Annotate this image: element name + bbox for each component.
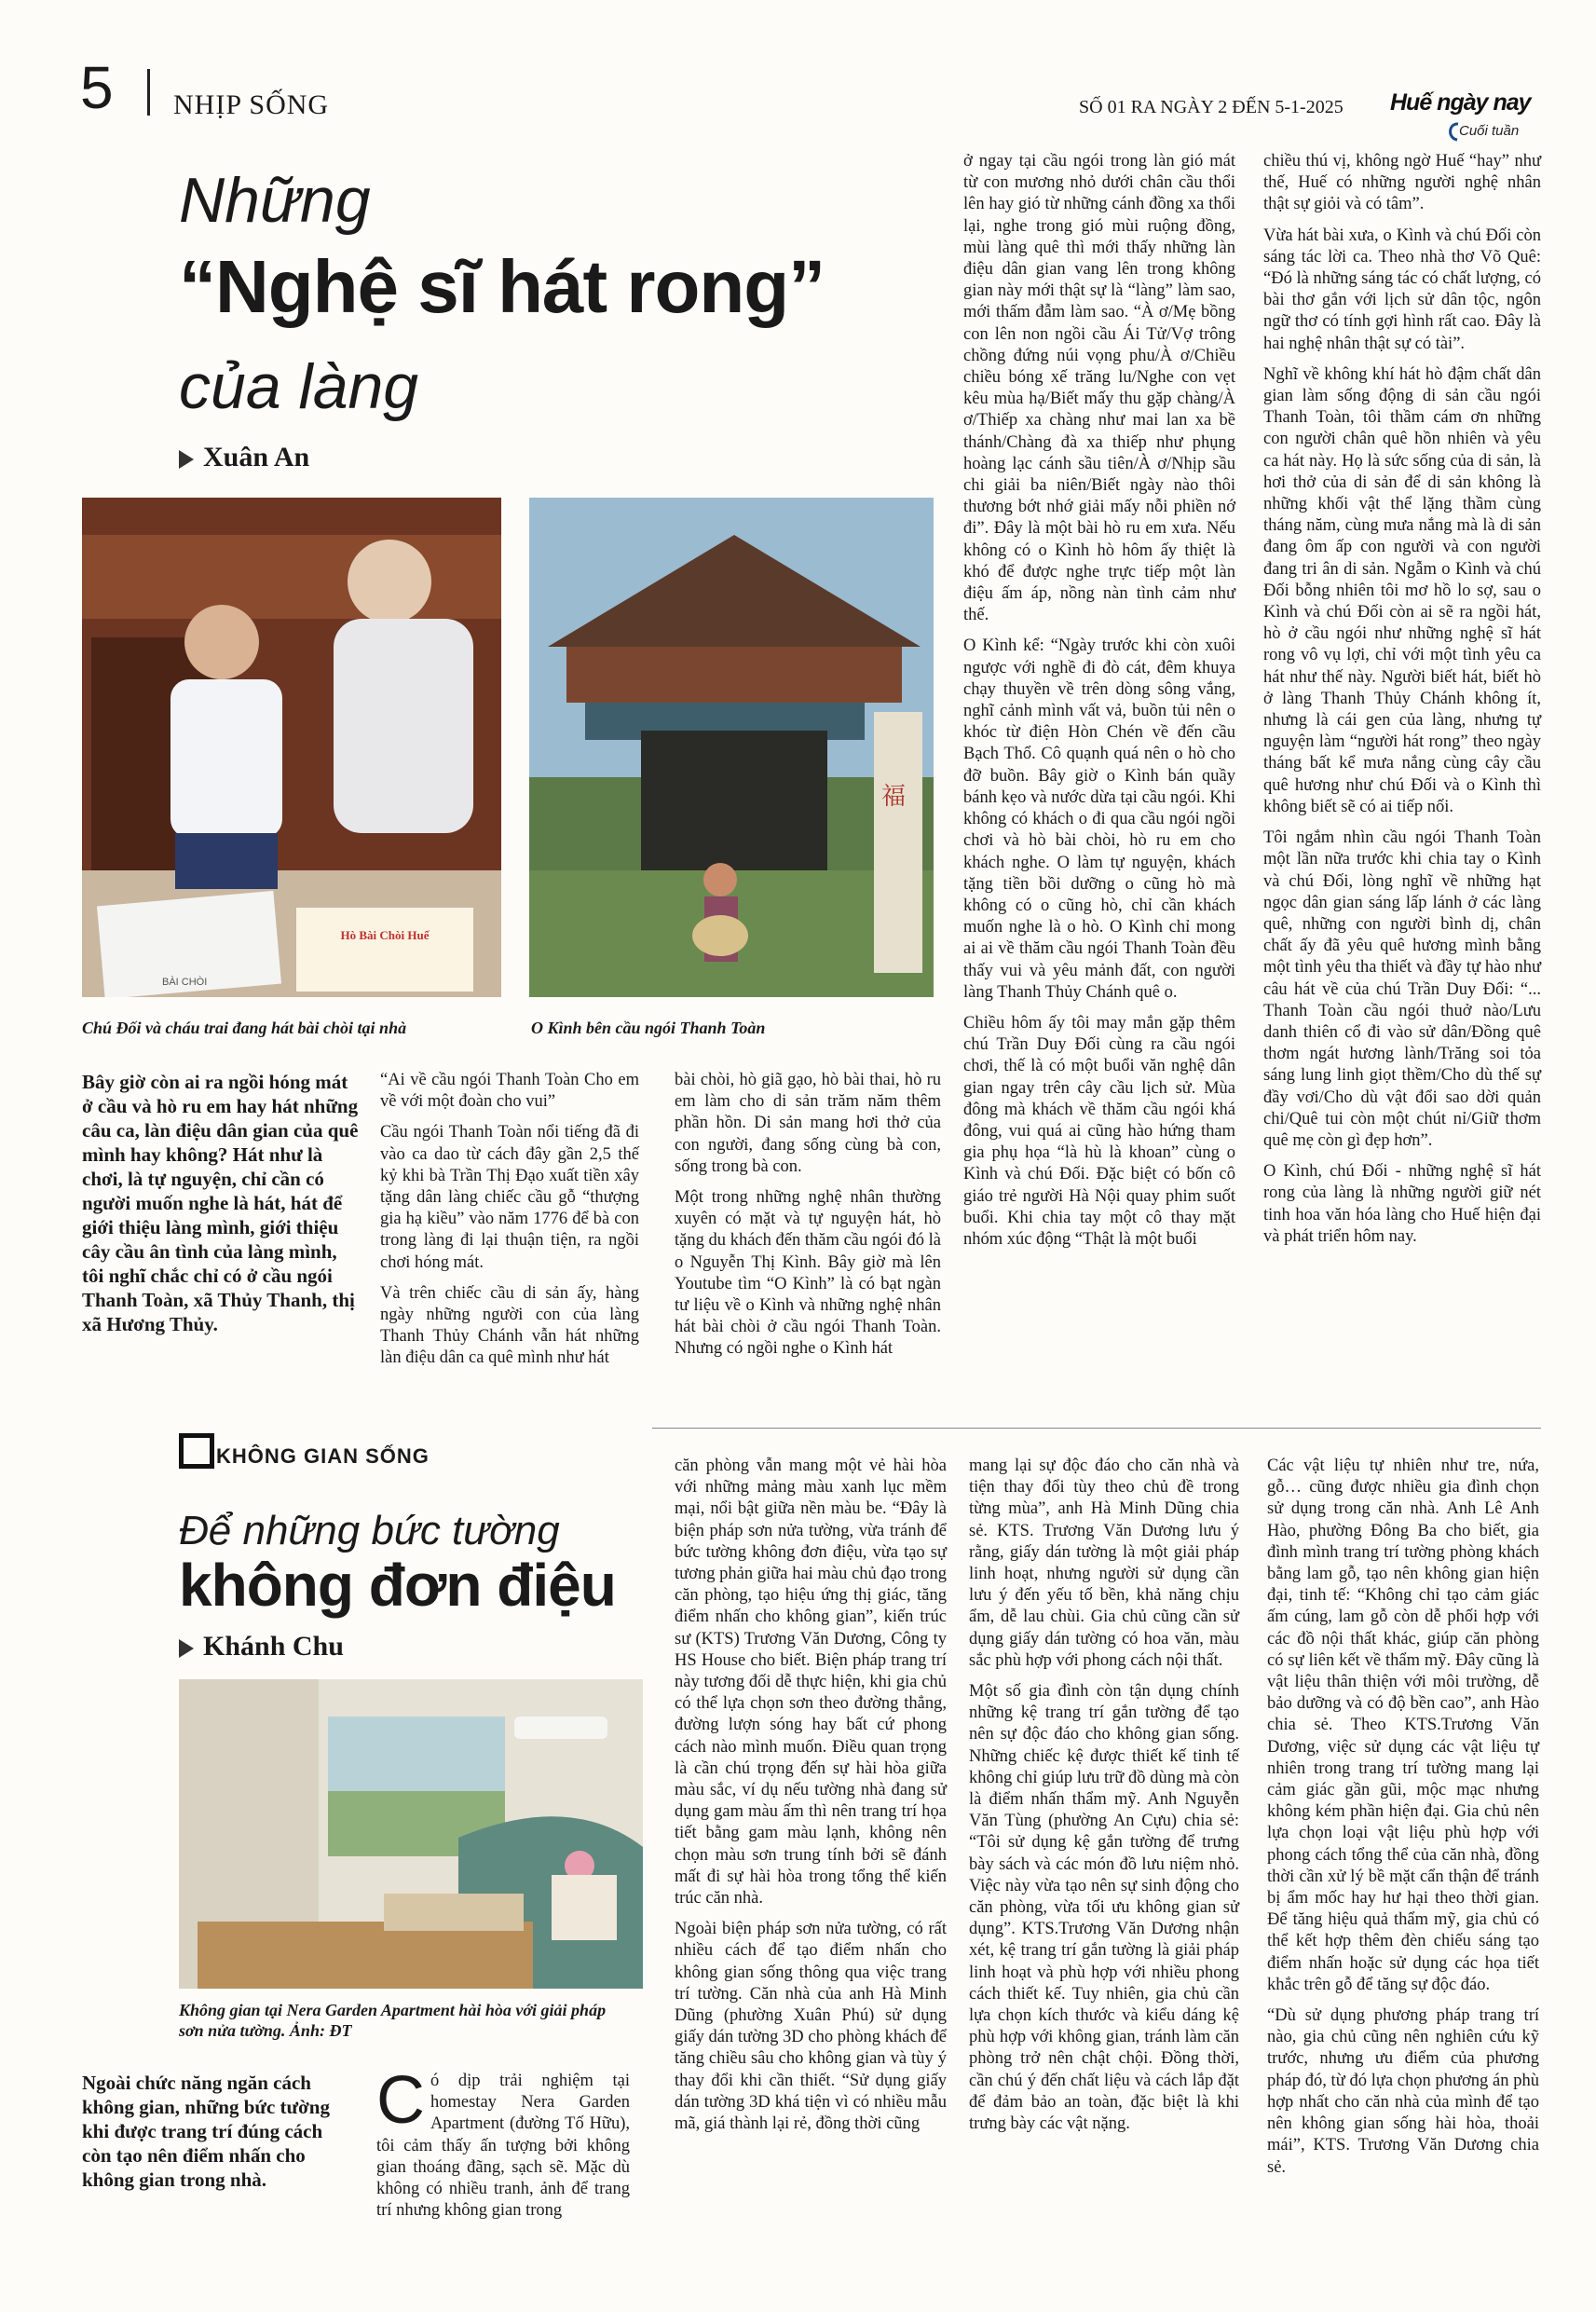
article1-colc-para: Một trong những nghệ nhân thường xuyên có mặt và tự nguyện hát, hò tặng du khách đến thăm cầu ngói đó là o Nguyễn Thị Kình. Bây giờ mà lên Youtube tìm “O Kình” là có bạt ngàn tư liệu về o Kình và những nghệ nhân hát bài chòi ở cầu ngói Thanh Toàn. Nhưng có ngồi nghe o Kình hát <box>675 1188 941 1359</box>
article1-colb-para: “Ai về cầu ngói Thanh Toàn Cho em về với một đoàn cho vui” <box>380 1071 639 1112</box>
page-number: 5 <box>80 54 114 121</box>
article2-column-d <box>969 1456 1239 2144</box>
article1-photo1-caption: Chú Đối và cháu trai đang hát bài chòi tại nhà <box>82 1019 407 1037</box>
byline-arrow-icon <box>179 450 194 469</box>
article1-cole-para: chiều thú vị, không ngờ Huế “hay” như thế, Huế có những người nghệ nhân thật sự giỏi và có tâm”. <box>1263 152 1541 214</box>
article1-colb-para: Cầu ngói Thanh Toàn nổi tiếng đã đi vào ca dao từ cách đây gần 2,5 thế kỷ khi bà Trần Thị Đạo xuất tiền xây tặng dân làng chiếc cầu gỗ “thượng gia hạ kiều” vào năm 1776 để bà con trong làng đi lại thuận tiện, ra ngồi chơi hóng mát. <box>380 1123 639 1272</box>
issue-date: SỐ 01 RA NGÀY 2 ĐẾN 5-1-2025 <box>1079 97 1344 117</box>
article1-photo1 <box>82 498 501 997</box>
article1-title-line2: “Nghệ sĩ hát rong” <box>179 245 825 328</box>
article1-lead: Bây giờ còn ai ra ngồi hóng mát ở cầu và hò ru em hay hát những câu ca, làn điệu dân gian của quê mình hay không? Hát như là chơi, là tự nguyện, chỉ cần có người muốn nghe là hát, hát để giới thiệu làng mình, giới thiệu cây cầu ân tình của làng mình, tôi nghĩ chắc chỉ có ở cầu ngói Thanh Toàn, xã Thủy Thanh, thị xã Hương Thủy. <box>82 1071 359 1335</box>
brand-main: Huế ngày nay <box>1390 89 1531 116</box>
article1-cold-para: O Kình kể: “Ngày trước khi còn xuôi ngược với nghề đi đò cát, đêm khuya chạy thuyền về trên dòng sông vắng, nghĩ cảnh mình vất vả, buồn tủi nên o khóc từ điện Hòn Chén về đến cầu Bạch Thổ. Cô quạnh quá nên o hò cho đỡ buồn. Bây giờ o Kình bán quầy bánh kẹo và nước dừa tại cầu ngói. Khi không có khách o đi qua cầu ngói ngồi chơi và hò bài chòi, hò ru em cho khách nghe. O làm tự nguyện, khách tặng tiền bồi dưỡng o cũng hò mà không có o cũng hò, chỉ cần khách muốn nghe là o hò. O Kình chỉ mong ai ai về thăm cầu ngói Thanh Toàn đều thấy vui và yêu mảnh đất, con người làng Thanh Thủy Chánh quê o. <box>963 636 1235 1002</box>
article2-column-e <box>1267 1456 1539 2188</box>
article2-cold-para: Một số gia đình còn tận dụng chính những kệ trang trí gắn tường để tạo nên sự độc đáo cho không gian sống. Những chiếc kệ được thiết kế tinh tế không chỉ giúp lưu trữ đồ dùng mà còn là điểm nhấn thẩm mỹ. Anh Nguyễn Văn Tùng (phường An Cựu) chia sẻ: “Tôi sử dụng kệ gắn tường để trưng bày sách và các món đồ lưu niệm nhỏ. Việc này vừa tạo nên sự sinh động cho căn phòng, vừa tối ưu không gian sử dụng”. KTS.Trương Văn Dương nhận xét, kệ trang trí gắn tường là giải pháp linh hoạt và phù hợp với nhiều phong cách thiết kế. Tuy nhiên, gia chủ cần lựa chọn kích thước và kiểu dáng kệ phù hợp với không gian, tránh làm căn phòng trở nên chật chội. Đồng thời, cần chú ý đến chất liệu và cách lắp đặt để đảm bảo an toàn, đặc biệt là khi trưng bày các vật nặng. <box>969 1682 1239 2134</box>
photo1-book-label-1: BÀI CHÒI <box>162 977 208 988</box>
article1-title-line3: của làng <box>179 351 419 422</box>
article2-photo-caption: Không gian tại Nera Garden Apartment hài hòa với giải pháp sơn nửa tường. Ảnh: ĐT <box>179 2001 607 2040</box>
article1-byline <box>179 442 309 473</box>
article2-colb-text: ó dịp trải nghiệm tại homestay Nera Garden Apartment (đường Tố Hữu), tôi cảm thấy ấn tượng bởi không gian thoáng đãng, sạch sẽ. Mặc dù không có nhiều tranh, ảnh để trang trí nhưng không gian trong <box>376 2072 630 2221</box>
section-title: NHỊP SỐNG <box>173 89 330 120</box>
article2-cold-para: mang lại sự độc đáo cho căn nhà và tiện thay đổi tùy theo chủ đề trong từng mùa”, anh Hà Minh Dũng chia sẻ. KTS. Trương Văn Dương lưu ý rằng, giấy dán tường là một giải pháp linh hoạt, nhưng người sử dụng cần lưu ý đến yếu tố bền, khả năng chịu ẩm, dễ lau chùi. Gia chủ cũng cần sử dụng giấy dán tường có hoa văn, màu sắc phù hợp với phong cách nội thất. <box>969 1457 1239 1670</box>
article2-colc-para: Ngoài biện pháp sơn nửa tường, có rất nhiều cách để tạo điểm nhấn cho không gian sống thông qua việc trang trí tường. Căn nhà của anh Hà Minh Dũng (phường Xuân Phú) sử dụng giấy dán tường 3D cho phòng khách để tăng chiều sâu cho không gian và tùy ý thay đổi khi cần thiết. “Sử dụng giấy dán tường 3D khá tiện vì có nhiều mẫu mã, giá thành lại rẻ, đồng thời cũng <box>675 1920 947 2134</box>
article2-cole-para: “Dù sử dụng phương pháp trang trí nào, gia chủ cũng nên nghiên cứu kỹ trước, nhưng ưu điểm của phương pháp đó, từ đó lựa chọn phương án phù hợp nhất cho căn nhà của mình để tạo nên không gian sống hài hòa, thoải mái”, KTS. Trương Văn Dương chia sẻ. <box>1267 2006 1539 2177</box>
article1-author: Xuân An <box>203 442 310 472</box>
article1-cole-para: O Kình, chú Đối - những nghệ sĩ hát rong của làng là những người giữ nét tinh hoa văn hóa làng cho Huế hiện đại và phát triển hôm nay. <box>1263 1162 1541 1246</box>
article1-cold-para: Chiều hôm ấy tôi may mắn gặp thêm chú Trần Duy Đối cùng ra cầu ngói chơi, thế là có một buổi văn nghệ dân gian ngay trên cây cầu lịch sử. Mùa đông mà khách về thăm cầu ngói khá đông, vui quá ai cũng hào hứng tham gia phụ họa “là hù là khoan” cùng o Kình và chú Đối. Đặc biệt có bốn cô giáo trẻ người Hà Nội quay phim suốt buổi. Khi chia tay một cô thay mặt nhóm xúc động “Thật là một buổi <box>963 1013 1235 1249</box>
article2-colc-para: căn phòng vẫn mang một vẻ hài hòa với những mảng màu xanh lục mềm mại, nổi bật giữa nền màu be. “Đây là biện pháp sơn nửa tường, vừa tránh để bức tường không đơn điệu, vừa tạo sự tương phản giữa hai màu chủ đạo trong căn phòng, tạo hiệu ứng thị giác, tăng điểm nhấn cho không gian”, kiến trúc sư (KTS) Trương Văn Dương, Công ty HS House cho biết. Biện pháp trang trí này tương đối dễ thực hiện, khi gia chủ có thể lựa chọn sơn theo đường thẳng, đường lượn sóng hay bất cứ phong cách nào mình muốn. Điều quan trọng là cần chú trọng đến sự hài hòa giữa màu sắc, ví dụ nếu tường nhà đang sử dụng gam màu ấm thì nên trang trí họa tiết bằng gam màu lạnh, không nên chọn màu sơn trung tính bởi sẽ đánh mất đi sự hài hòa trong tổng thể kiến trúc căn nhà. <box>675 1457 947 1908</box>
article2-byline <box>179 1631 344 1662</box>
article2-column-c <box>675 1456 947 2144</box>
article2-photo-illustration <box>179 1679 643 1989</box>
photo1-illustration <box>82 498 501 997</box>
article2-cole-para: Các vật liệu tự nhiên như tre, nứa, gỗ… cũng được nhiều gia đình chọn sử dụng trong căn nhà. Anh Lê Anh Hào, phường Đông Ba cho biết, gia đình mình trang trí tường phòng khách bằng lam gỗ, tạo nên không gian hiện đại, tinh tế: “Không chỉ tạo cảm giác ấm cúng, lam gỗ còn dễ phối hợp với các đồ nội thất khác, giúp căn phòng có sự liên kết về thẩm mỹ. Đây cũng là vật liệu thân thiện với môi trường, dễ bảo dưỡng và có độ bền cao”, anh Hào chia sẻ. Theo KTS.Trương Văn Dương, việc sử dụng các vật liệu tự nhiên trong trang trí tường mang lại cảm giác gần gũi, mộc mạc nhưng không kém phần hiện đại. Gia chủ nên lựa chọn loại vật liệu phù hợp với phong cách tổng thể của căn nhà, đồng thời cần xử lý bề mặt cẩn thận để tránh bị ẩm mốc hay hư hại theo thời gian. Để tăng hiệu quả thẩm mỹ, gia chủ có thể kết hợp thêm đèn chiếu sáng tạo điểm nhấn hoặc sử dụng các họa tiết khắc trên gỗ để tăng sự độc đáo. <box>1267 1457 1539 1994</box>
article2-lead: Ngoài chức năng ngăn cách không gian, những bức tường khi được trang trí đúng cách còn tạo nên điểm nhấn cho không gian trong nhà. <box>82 2072 330 2191</box>
brand-swirl-icon <box>1446 121 1461 142</box>
header-divider <box>147 69 150 116</box>
article1-column-d <box>963 151 1235 1260</box>
article1-colc-para: bài chòi, hò giã gạo, hò bài thai, hò ru em làm cho di sản trăm năm thêm phần hồn. Di sản mang hơi thở của con người, đang sống cùng bà con, sống trong bà con. <box>675 1071 941 1176</box>
article1-photo2 <box>529 498 934 997</box>
section-separator <box>652 1428 1541 1429</box>
article2-column-b <box>376 2063 630 2231</box>
article2-author: Khánh Chu <box>203 1631 344 1662</box>
article1-cole-para: Vừa hát bài xưa, o Kình và chú Đối còn sáng tác lời ca. Theo nhà thơ Võ Quê: “Đó là những sáng tác có chất lượng, có bài thơ gắn với lịch sử dân tộc, ngôn ngữ thơ có tính gợi hình rất cao. Đây là hai nghệ nhân thật sự có tài”. <box>1263 226 1541 353</box>
article1-title-line1: Những <box>179 165 371 236</box>
article2-dropcap: C <box>376 2063 425 2138</box>
photo1-book-label-2: Hò Bài Chòi Huế <box>340 928 430 942</box>
article1-photo2-caption: O Kình bên cầu ngói Thanh Toàn <box>531 1019 766 1037</box>
article1-column-b <box>380 1070 639 1379</box>
brand-logo <box>1390 89 1539 155</box>
article2-section-label: KHÔNG GIAN SỐNG <box>216 1444 430 1468</box>
photo2-sign-label: 福 <box>881 783 907 810</box>
article1-cole-para: Nghĩ về không khí hát hò đậm chất dân gian làm sống động di sản cầu ngói Thanh Toàn, tôi thầm cám ơn những con người chân quê hồn nhiên và yêu ca hát này. Họ là sức sống của di sản, là hơi thở của di sản để di sản không là những khối vật thể lặng thầm cùng tháng năm, cùng mưa nắng mà là di sản đang ôm ấp con người và con người đang tri ân di sản. Ngẫm o Kình và chú Đối bỗng nhiên tôi mơ hồ lo sợ, sau o Kình và chú Đối còn ai sẽ ra ngồi hát, hò ở cầu ngói như những nghệ sĩ hát rong vô vụ lợi, chỉ với một tình yêu ca hát như thế này. Người biết hát, biết hò ở làng Thanh Thủy Chánh không ít, nhưng là cái gen của làng, nhưng tự nguyện làm “người hát rong” theo ngày tháng bất kể mưa nắng cùng cây cầu quê hương như chú Đối và o Kình thì không biết sẽ có ai tiếp nối. <box>1263 364 1541 816</box>
article1-colb-para: Và trên chiếc cầu di sản ấy, hàng ngày những người con của làng Thanh Thủy Chánh vẫn hát những làn điệu dân ca quê mình như hát <box>380 1283 639 1368</box>
byline-arrow-icon <box>179 1639 194 1658</box>
article2-photo <box>179 1679 643 1989</box>
photo2-illustration <box>529 498 934 997</box>
article1-column-e <box>1263 151 1541 1257</box>
article1-column-c <box>675 1070 941 1370</box>
article1-cold-para: ở ngay tại cầu ngói trong làn gió mát từ con mương nhỏ dưới chân cầu thổi lên hay gió từ những cánh đồng xa thổi lại, nghe trong gió mùi ruộng đồng, mùi làng quê thì mới thấy những làn điệu dân gian vang lên trong không gian này mới thật sự là “làng” làm sao, mới thấm đẫm làm sao. “À ơ/Mẹ bồng con lên non ngồi cầu Ái Tử/Vợ trông chồng đứng núi vọng phu/À ơ/Chiều chiều bóng xế trăng lu/Nghe con vẹt kêu mùa hạ/Biết mấy thu gặp chàng/À ơ/Thiếp xa chàng như mai lan xa bề thánh/Chàng đà xa thiếp như phụng hoàng lạc cánh sầu tiên/À ơ/Nhịp sầu chi giải ba niên/Biết ngày nào thôi thương bớt nhớ giải mấy nỗi phiền nớ đi”. Đây là một bài hò ru em xưa. Nếu không có o Kình hò hôm ấy thiệt là khó để được nghe trực tiếp một làn điệu ấm áp, nồng nàn tình cảm như thế. <box>963 152 1235 625</box>
article2-title-line2: không đơn điệu <box>179 1552 616 1619</box>
article2-title-line1: Để những bức tường <box>179 1508 560 1553</box>
article1-cole-para: Tôi ngắm nhìn cầu ngói Thanh Toàn một lần nữa trước khi chia tay o Kình và chú Đối, lòng nghĩ về những hạt ngọc dân gian sáng lấp lánh ở các làng quê, những con người bình dị, chân chất ấy đã yêu quê hương mình bằng một tình yêu tha thiết và đầy tự hào như câu hát về của chú Trần Duy Đối: “... Thanh Toàn cầu ngói thuở nào/Lưu danh thiên cổ đi vào sử dân/Đồng quê thơm ngát hương lành/Trăng soi tỏa sáng lung linh giọt thềm/Cho dù thế sự đầy vơi/Cho dù vật đổi sao dời quản chi/Quê tui còn một chút nỉ/Giữ thơm quê mẹ còn gì đẹp hơn”. <box>1263 828 1541 1150</box>
brand-sub: Cuối tuần <box>1459 123 1520 139</box>
section-label-box <box>179 1433 214 1469</box>
